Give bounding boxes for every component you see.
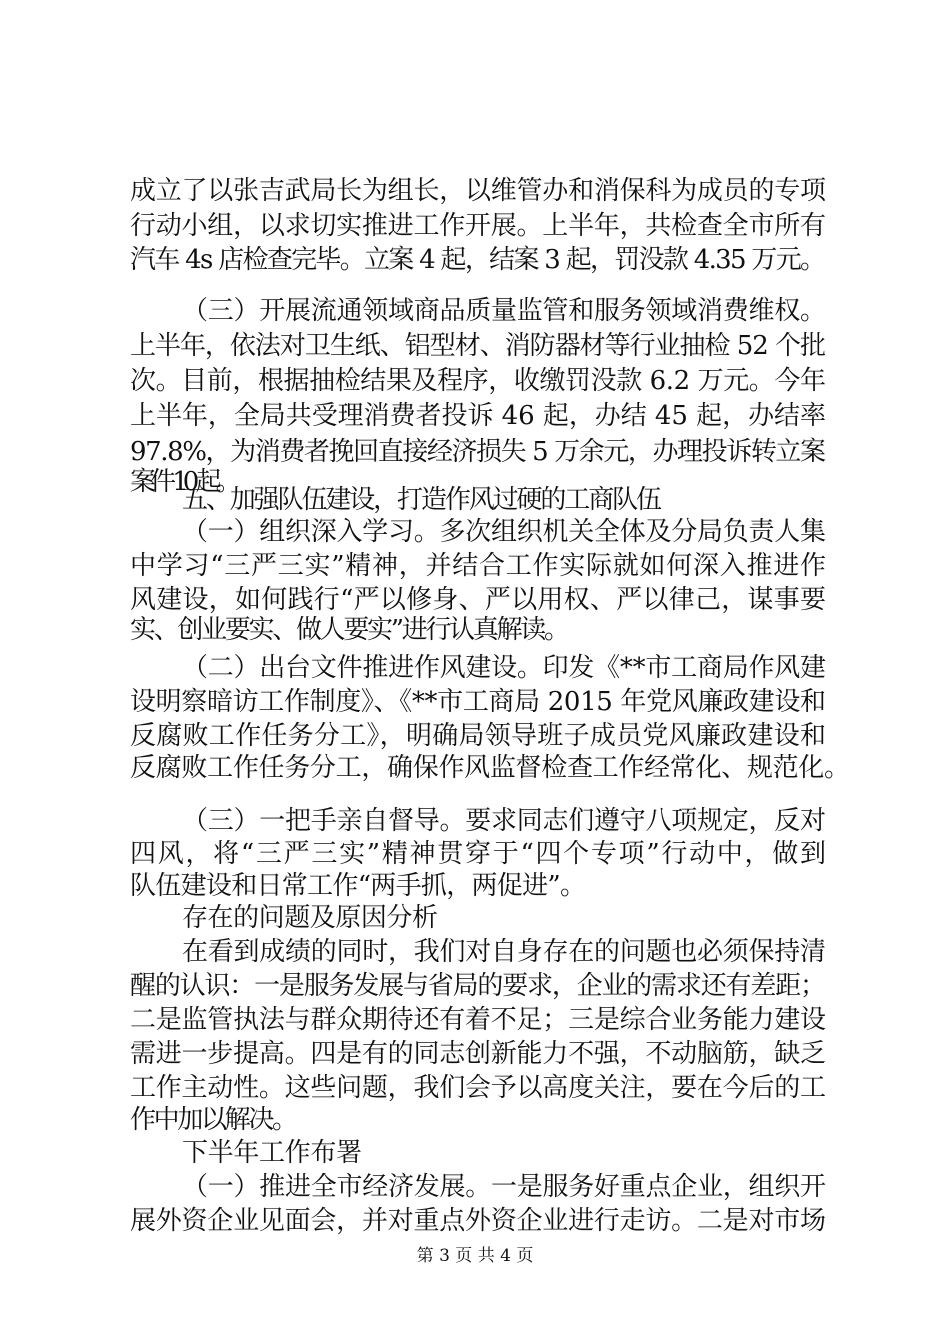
- text-line: 风建设，如何践行“严以修身、严以用权、严以律己，谋事要: [130, 585, 827, 615]
- text-line: 实、创业要实、做人要实”进行认真解读。: [130, 615, 568, 645]
- text-line: 反腐败工作任务分工，确保作风监督检查工作经常化、规范化。: [130, 753, 850, 783]
- text-line: 反腐败工作任务分工》，明确局领导班子成员党风廉政建设和: [130, 721, 827, 751]
- text-line: 工作主动性。这些问题，我们会予以高度关注，要在今后的工: [130, 1073, 826, 1103]
- text-line: 展外资企业见面会，并对重点外资企业进行走访。二是对市场: [130, 1206, 826, 1236]
- text-line: 队伍建设和日常工作“两手抓，两促进”。: [130, 871, 586, 901]
- text-line: （三）开展流通领域商品质量监管和服务领域消费维权。: [182, 296, 826, 326]
- text-line: 需进一步提高。四是有的同志创新能力不强，不动脑筋，缺乏: [130, 1039, 826, 1069]
- text-line: 行动小组，以求切实推进工作开展。上半年，共检查全市所有: [130, 211, 826, 241]
- text-line: 案件 10 起。: [130, 467, 236, 497]
- text-line: 下半年工作布署: [182, 1138, 362, 1168]
- text-line: 在看到成绩的同时，我们对自身存在的问题也必须保持清: [182, 937, 826, 967]
- text-line: 97.8%，为消费者挽回直接经济损失 5 万余元，办理投诉转立案: [130, 437, 825, 467]
- page-footer: 第 3 页 共 4 页: [416, 1246, 534, 1266]
- text-line: （三）一把手亲自督导。要求同志们遵守八项规定，反对: [182, 806, 826, 836]
- text-line: 五、加强队伍建设，打造作风过硬的工商队伍: [182, 485, 660, 515]
- text-line: 汽车 4s 店检查完毕。立案 4 起，结案 3 起，罚没款 4.35 万元。: [130, 245, 825, 275]
- text-line: 成立了以张吉武局长为组长，以维管办和消保科为成员的专项: [130, 176, 826, 206]
- text-line: （一）推进全市经济发展。一是服务好重点企业，组织开: [182, 1172, 826, 1202]
- text-line: 中学习“三严三实”精神，并结合工作实际就如何深入推进作: [130, 551, 827, 581]
- text-line: （二）出台文件推进作风建设。印发《**市工商局作风建: [182, 653, 826, 683]
- text-line: 上半年，依法对卫生纸、铝型材、消防器材等行业抽检 52 个批: [130, 331, 825, 361]
- text-line: （一）组织深入学习。多次组织机关全体及分局负责人集: [182, 517, 826, 547]
- text-line: 设明察暗访工作制度》、《**市工商局 2015 年党风廉政建设和: [130, 687, 826, 717]
- text-line: 作中加以解决。: [130, 1105, 296, 1135]
- text-line: 四风，将“三严三实”精神贯穿于“四个专项”行动中，做到: [130, 839, 828, 869]
- text-line: 次。目前，根据抽检结果及程序，收缴罚没款 6.2 万元。今年: [130, 366, 826, 396]
- text-line: 上半年，全局共受理消费者投诉 46 起，办结 45 起，办结率: [130, 401, 826, 431]
- text-line: 存在的问题及原因分析: [182, 903, 438, 933]
- text-line: 二是监管执法与群众期待还有着不足；三是综合业务能力建设: [130, 1005, 826, 1035]
- text-line: 醒的认识：一是服务发展与省局的要求，企业的需求还有差距；: [130, 971, 825, 1001]
